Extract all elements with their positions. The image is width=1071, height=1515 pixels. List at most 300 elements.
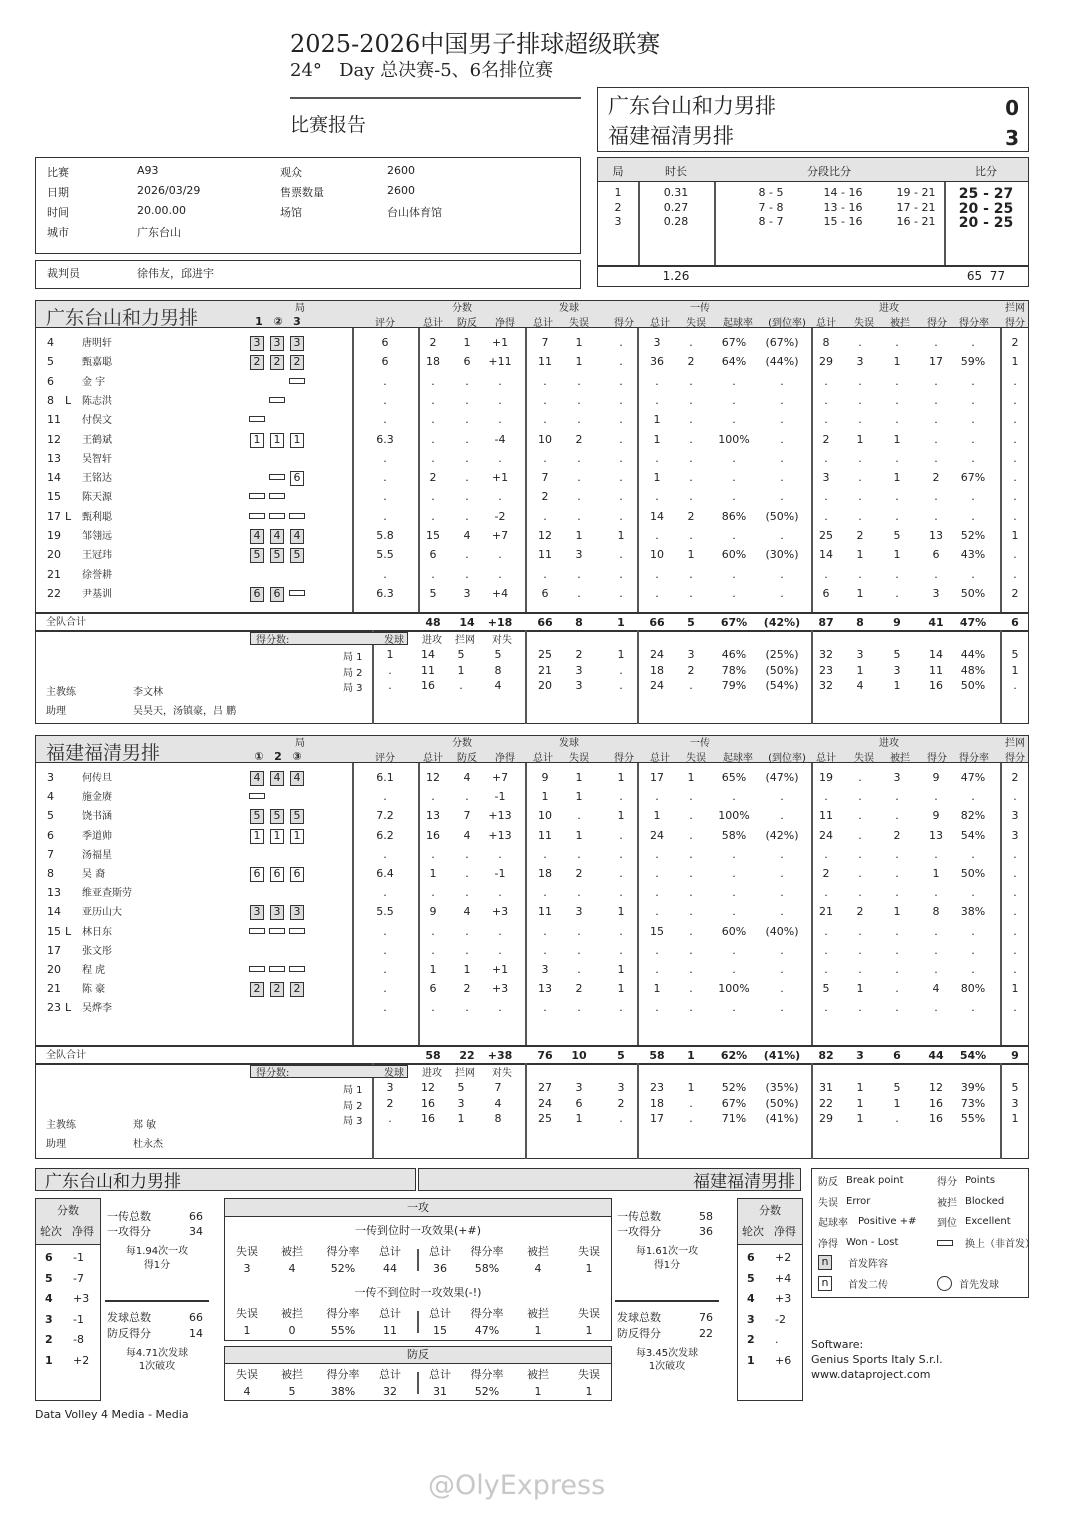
- rotation-label: 轮次: [40, 1225, 62, 1238]
- libero-marker: L: [65, 924, 72, 938]
- stat-cell: .: [895, 413, 899, 427]
- breakpoint-title: 防反: [407, 1348, 429, 1361]
- away-stat-value: 36: [433, 1262, 447, 1275]
- player-name: 甄利聪: [82, 511, 112, 523]
- player-name: 陈天源: [82, 492, 112, 504]
- stat-cell: .: [858, 393, 862, 407]
- stat-cell: .: [934, 567, 938, 581]
- player-number: 5: [47, 355, 54, 369]
- stat-cell: .: [619, 490, 623, 504]
- scored-label: 得分数:: [256, 1068, 290, 1079]
- set-stat-cell: 24: [650, 679, 664, 692]
- away-stat-header: 总计: [429, 1245, 451, 1258]
- stat-cell: .: [543, 847, 547, 861]
- away-stat-value: 4: [534, 1262, 542, 1275]
- away-stat-header: 得分率: [470, 1245, 504, 1258]
- legend-term: 到位: [937, 1218, 957, 1229]
- stat-cell: .: [465, 1001, 469, 1015]
- player-name: 吴 裔: [82, 869, 106, 880]
- player-number: 23: [47, 1001, 61, 1015]
- away-stat-value: 1: [585, 1262, 593, 1275]
- player-name: 季道帅: [82, 830, 112, 842]
- stat-cell: +1: [491, 963, 509, 976]
- stat-cell: 17: [650, 771, 664, 784]
- stat-cell: .: [1013, 1001, 1017, 1015]
- set-stat-cell: 3: [893, 663, 901, 677]
- stat-cell: .: [780, 374, 784, 388]
- assistant-label: 助理: [46, 1139, 66, 1150]
- stat-cell: .: [465, 943, 469, 957]
- info-label: 比赛: [47, 166, 69, 179]
- stat-cell: .: [619, 847, 623, 861]
- stat-cell: 1: [575, 828, 583, 842]
- stat-cell: .: [619, 355, 623, 369]
- coach-label: 主教练: [46, 687, 76, 698]
- negative-reception-title: 一传不到位时一攻效果(-!): [354, 1286, 482, 1299]
- stat-col-header: 得分: [1005, 318, 1025, 329]
- stat-cell: 9: [541, 771, 549, 784]
- stat-cell: (44%): [765, 355, 799, 369]
- head-coach: 李文林: [133, 687, 163, 698]
- stat-cell: 2: [429, 336, 437, 349]
- stat-cell: 4: [932, 982, 940, 996]
- stat-cell: .: [689, 567, 693, 581]
- breakpoint-points: 22: [699, 1327, 713, 1340]
- stat-cell: .: [543, 393, 547, 407]
- stat-cell: 1: [653, 471, 661, 485]
- stat-cell: .: [971, 451, 975, 465]
- stat-cell: .: [895, 886, 899, 900]
- final-score-box: [597, 87, 1029, 152]
- stat-cell: 1: [653, 809, 661, 823]
- sideout-points: 34: [189, 1225, 203, 1238]
- away-stat-header: 得分率: [470, 1368, 504, 1381]
- stat-cell: .: [895, 567, 899, 581]
- reception-total-label: 一传总数: [617, 1210, 661, 1223]
- info-value: 台山体育馆: [387, 206, 442, 219]
- stat-cell: .: [619, 471, 623, 485]
- starting-position-box: 2: [250, 982, 264, 997]
- stat-cell: 1: [893, 432, 901, 446]
- stat-cell: 38%: [960, 905, 986, 919]
- set-stat-cell: 5: [1011, 648, 1019, 661]
- stat-cell: .: [780, 886, 784, 900]
- stat-cell: .: [780, 586, 784, 600]
- stat-cell: 2: [856, 529, 864, 542]
- set-stat-cell: 2: [687, 663, 695, 677]
- stat-cell: 10: [538, 432, 552, 446]
- rotation-number: 2: [45, 1333, 53, 1346]
- home-stat-header: 总计: [379, 1307, 401, 1320]
- coach-label: 主教练: [46, 1120, 76, 1131]
- stat-cell: .: [465, 509, 469, 523]
- set-scored-cell: 1: [457, 1112, 465, 1125]
- stat-cell: (42%): [765, 828, 799, 842]
- info-label: 观众: [280, 166, 302, 179]
- starting-position-box: 2: [250, 355, 264, 370]
- stat-cell: 3: [1011, 828, 1019, 842]
- stat-cell: .: [577, 847, 581, 861]
- substitution-icon: [269, 474, 285, 480]
- stat-cell: .: [498, 490, 502, 504]
- stat-cell: .: [934, 490, 938, 504]
- stat-cell: .: [577, 886, 581, 900]
- stat-cell: .: [655, 905, 659, 919]
- stat-cell: .: [465, 548, 469, 562]
- set-stat-cell: 18: [650, 1096, 664, 1110]
- stat-cell: .: [655, 586, 659, 600]
- stat-cell: 1: [617, 963, 625, 976]
- rotation-net: +3: [73, 1292, 90, 1305]
- player-name: 陈志洪: [82, 395, 112, 407]
- set-row-label: 局 3: [343, 683, 363, 694]
- competition-title: 2025-2026中国男子排球超级联赛: [290, 30, 661, 58]
- legend-english: Excellent: [965, 1216, 1011, 1227]
- player-number: 11: [47, 413, 61, 427]
- stat-cell: 1: [617, 809, 625, 823]
- stat-cell: 1: [617, 771, 625, 784]
- substitution-icon: [289, 966, 305, 972]
- scored-col-header: 拦网: [455, 1068, 475, 1079]
- starting-lineup-icon: n: [818, 1255, 832, 1270]
- stat-cell: .: [780, 413, 784, 427]
- starting-position-box: 2: [290, 982, 304, 997]
- column-divider: [1000, 1063, 1002, 1159]
- home-stat-value: 4: [243, 1385, 251, 1398]
- stat-cell: 1: [893, 548, 901, 562]
- set-scored-cell: 8: [494, 663, 502, 677]
- legend-english: Blocked: [965, 1195, 1005, 1207]
- stat-cell: .: [689, 413, 693, 427]
- player-number: 8: [47, 867, 54, 880]
- starting-position-box: 4: [290, 529, 304, 544]
- stat-cell: .: [895, 867, 899, 880]
- stat-cell: .: [577, 374, 581, 388]
- player-name: 吴烨李: [82, 1003, 112, 1015]
- stat-cell: 13: [929, 828, 943, 842]
- stat-cell: 15: [650, 924, 664, 938]
- rotation-label: 轮次: [742, 1225, 764, 1238]
- stat-cell: .: [858, 490, 862, 504]
- stat-cell: -1: [494, 867, 506, 880]
- substitution-icon: [249, 416, 265, 422]
- set-stat-cell: 79%: [721, 679, 747, 692]
- stat-cell: .: [577, 963, 581, 976]
- info-label: 场馆: [280, 206, 302, 219]
- away-stat-header: 被拦: [527, 1307, 549, 1320]
- stat-cell: .: [689, 790, 693, 804]
- set-stat-cell: .: [1013, 679, 1017, 692]
- stat-cell: .: [1013, 567, 1017, 581]
- set-stat-cell: 3: [617, 1081, 625, 1094]
- total-cell: 6: [893, 1049, 901, 1062]
- stat-cell: .: [498, 924, 502, 938]
- away-stat-value: 1: [585, 1385, 593, 1398]
- partial-score: 15 - 16: [823, 215, 863, 228]
- set-stat-cell: 2: [617, 1096, 625, 1110]
- stat-cell: 6.3: [376, 432, 394, 446]
- home-stat-value: 44: [383, 1262, 397, 1275]
- player-number: 21: [47, 982, 61, 996]
- substitution-icon: [289, 513, 305, 519]
- starting-position-box: 3: [270, 905, 284, 920]
- set-stat-cell: (35%): [765, 1081, 799, 1094]
- libero-marker: L: [65, 1001, 72, 1015]
- sideout-points-label: 一攻得分: [107, 1225, 151, 1238]
- software-url[interactable]: www.dataproject.com: [811, 1368, 931, 1381]
- stat-cell: -2: [494, 509, 506, 523]
- home-team-name: 广东台山和力男排: [608, 94, 776, 118]
- info-label: 城市: [47, 226, 69, 239]
- stat-group-label: 一传: [690, 303, 710, 314]
- stat-cell: 2: [429, 471, 437, 485]
- stat-cell: 4: [463, 771, 471, 784]
- stat-cell: 16: [426, 828, 440, 842]
- stat-cell: .: [431, 432, 435, 446]
- stat-cell: .: [689, 490, 693, 504]
- set-stat-cell: 21: [538, 663, 552, 677]
- stat-cell: .: [577, 586, 581, 600]
- set-stat-cell: 1: [617, 648, 625, 661]
- scored-col-header: 拦网: [455, 635, 475, 646]
- stat-cell: .: [895, 982, 899, 996]
- player-row: [36, 963, 1028, 982]
- stat-cell: .: [543, 924, 547, 938]
- player-number: 17: [47, 943, 61, 957]
- stat-cell: .: [543, 509, 547, 523]
- substitution-icon: [289, 378, 305, 384]
- total-cell: 76: [537, 1049, 553, 1062]
- partial-score: 8 - 7: [758, 215, 784, 228]
- stat-cell: .: [971, 432, 975, 446]
- total-cell: 8: [575, 616, 583, 629]
- player-row: [36, 394, 1028, 413]
- stat-cell: 8: [932, 905, 940, 919]
- set-stat-cell: 55%: [960, 1112, 986, 1125]
- set-stat-cell: 5: [1011, 1081, 1019, 1094]
- stat-cell: 67%: [960, 471, 986, 485]
- software-label: Software:: [811, 1338, 864, 1351]
- set-scored-cell: .: [388, 1112, 392, 1125]
- total-label: 全队合计: [46, 617, 86, 628]
- stat-cell: .: [498, 847, 502, 861]
- stat-group-label: 一传: [690, 738, 710, 749]
- stat-cell: .: [732, 790, 736, 804]
- setter-position-box: 6: [290, 471, 304, 486]
- stat-cell: 19: [819, 771, 833, 784]
- set-stat-cell: 32: [819, 648, 833, 661]
- stat-cell: 3: [653, 336, 661, 349]
- stat-cell: .: [732, 963, 736, 976]
- stat-col-header: 总计: [423, 318, 443, 329]
- away-stat-value: 52%: [474, 1385, 500, 1398]
- stat-cell: .: [1013, 374, 1017, 388]
- player-name: 王冠玮: [82, 550, 112, 562]
- stat-cell: .: [619, 374, 623, 388]
- assistant-label: 助理: [46, 706, 66, 717]
- stat-cell: .: [543, 1001, 547, 1015]
- team-name: 福建福清男排: [46, 742, 161, 764]
- player-name: 尹基训: [82, 588, 112, 600]
- away-stat-header: 失误: [578, 1307, 600, 1320]
- stat-cell: 18: [538, 867, 552, 880]
- total-cell: 10: [571, 1049, 587, 1062]
- stat-cell: .: [732, 374, 736, 388]
- stat-cell: .: [383, 1001, 387, 1015]
- player-number: 20: [47, 963, 61, 976]
- stat-cell: 60%: [721, 924, 747, 938]
- set-stat-cell: 1: [575, 1112, 583, 1125]
- stat-group-label: 分数: [452, 303, 472, 314]
- set-stat-cell: 6: [575, 1096, 583, 1110]
- stat-cell: .: [1013, 847, 1017, 861]
- stat-col-header: 总计: [816, 753, 836, 764]
- stat-cell: .: [619, 924, 623, 938]
- set-scored-cell: 16: [421, 1096, 435, 1110]
- stat-col-header: 失误: [686, 318, 706, 329]
- player-row: [36, 1001, 1028, 1020]
- total-label: 全队合计: [46, 1050, 86, 1061]
- stat-cell: .: [655, 529, 659, 542]
- stat-cell: .: [858, 451, 862, 465]
- legend-english: Break point: [846, 1175, 904, 1186]
- stat-cell: 1: [463, 963, 471, 976]
- stat-cell: .: [383, 393, 387, 407]
- starting-position-box: 4: [270, 771, 284, 786]
- stat-cell: .: [655, 847, 659, 861]
- stat-cell: .: [971, 509, 975, 523]
- stat-cell: .: [383, 886, 387, 900]
- stat-cell: .: [689, 1001, 693, 1015]
- scored-col-header: 进攻: [422, 1068, 442, 1079]
- rotation-number: 4: [747, 1292, 755, 1305]
- set-scored-cell: 3: [457, 1096, 465, 1110]
- stat-cell: .: [858, 413, 862, 427]
- starting-position-box: 5: [270, 548, 284, 563]
- stat-cell: 2: [541, 490, 549, 504]
- stat-cell: 2: [575, 982, 583, 996]
- stat-cell: .: [619, 336, 623, 349]
- stat-cell: 50%: [960, 586, 986, 600]
- sideout-ratio-note: 每1.94次一攻: [125, 1246, 189, 1257]
- player-number: 3: [47, 771, 54, 784]
- stat-cell: .: [1013, 886, 1017, 900]
- away-stat-value: 15: [433, 1324, 447, 1337]
- stat-col-header: 被拦: [890, 318, 910, 329]
- stat-cell: 2: [687, 509, 695, 523]
- stat-cell: 7.2: [376, 809, 394, 823]
- total-cell: 6: [1011, 616, 1019, 629]
- stat-cell: .: [465, 471, 469, 485]
- away-stat-value: 1: [534, 1324, 542, 1337]
- legend-term: 净得: [818, 1238, 838, 1250]
- starting-position-box: 6: [270, 587, 284, 602]
- stat-cell: .: [732, 393, 736, 407]
- team-name: 广东台山和力男排: [46, 307, 199, 329]
- stat-cell: .: [383, 471, 387, 485]
- stat-cell: .: [465, 490, 469, 504]
- stat-cell: 2: [856, 905, 864, 919]
- stat-cell: 18: [426, 355, 440, 369]
- stat-cell: .: [383, 509, 387, 523]
- set-col-header: 局: [612, 165, 624, 178]
- total-cell: 14: [459, 616, 475, 629]
- stat-cell: .: [895, 393, 899, 407]
- substitution-icon: [289, 928, 305, 934]
- stat-cell: .: [1013, 490, 1017, 504]
- stat-cell: .: [824, 790, 828, 804]
- player-name: 陈 豪: [82, 984, 106, 996]
- stat-col-header: 失误: [569, 318, 589, 329]
- stat-cell: .: [934, 886, 938, 900]
- stat-col-header: 总计: [423, 753, 443, 764]
- set-scores-table: [597, 157, 1029, 287]
- stat-cell: +7: [491, 529, 509, 542]
- total-points: 65 77: [966, 269, 1006, 283]
- player-number: 21: [47, 567, 61, 581]
- stat-cell: .: [732, 867, 736, 880]
- player-name: 程 虎: [82, 965, 106, 976]
- set-marker: 3: [293, 315, 301, 328]
- stat-cell: .: [1013, 905, 1017, 919]
- stat-cell: .: [934, 413, 938, 427]
- scored-col-header: 对失: [492, 1068, 512, 1079]
- player-name: 林日东: [82, 926, 112, 938]
- stat-cell: .: [689, 828, 693, 842]
- set-row-label: 局 2: [343, 1100, 363, 1112]
- set-duration: 0.28: [663, 215, 689, 228]
- stat-cell: .: [971, 413, 975, 427]
- stat-cell: .: [858, 847, 862, 861]
- set-row-label: 局 1: [343, 652, 363, 663]
- stat-cell: .: [383, 567, 387, 581]
- stat-cell: .: [1013, 963, 1017, 976]
- home-stat-header: 被拦: [281, 1307, 303, 1320]
- sideout-points-label: 一攻得分: [617, 1225, 661, 1238]
- player-row: [36, 809, 1028, 828]
- set-stat-cell: (25%): [765, 648, 799, 661]
- rotation-net: .: [775, 1333, 779, 1346]
- stat-cell: 9: [932, 809, 940, 823]
- stat-cell: .: [431, 847, 435, 861]
- stat-cell: .: [655, 963, 659, 976]
- sideout-ratio-note: 每1.61次一攻: [635, 1246, 699, 1257]
- stat-cell: 25: [819, 529, 833, 542]
- stat-cell: .: [971, 374, 975, 388]
- stat-cell: .: [971, 490, 975, 504]
- stat-cell: .: [577, 393, 581, 407]
- legend-term: 得分: [937, 1177, 957, 1188]
- starting-position-box: 3: [250, 336, 264, 351]
- stat-cell: 3: [822, 471, 830, 485]
- set-number: 3: [614, 215, 622, 228]
- stat-cell: .: [619, 567, 623, 581]
- set-duration: 0.31: [663, 186, 689, 199]
- stat-cell: 17: [929, 355, 943, 369]
- set-stat-cell: 11: [929, 663, 943, 677]
- stat-cell: .: [858, 336, 862, 349]
- set-stat-cell: 24: [650, 648, 664, 661]
- stat-col-header: 失误: [854, 318, 874, 329]
- stat-cell: .: [934, 451, 938, 465]
- stat-cell: 3: [932, 586, 940, 600]
- stat-cell: .: [895, 509, 899, 523]
- stat-cell: .: [431, 790, 435, 804]
- stat-cell: .: [689, 809, 693, 823]
- stat-cell: 1: [575, 790, 583, 804]
- stat-cell: .: [383, 963, 387, 976]
- stat-cell: .: [824, 451, 828, 465]
